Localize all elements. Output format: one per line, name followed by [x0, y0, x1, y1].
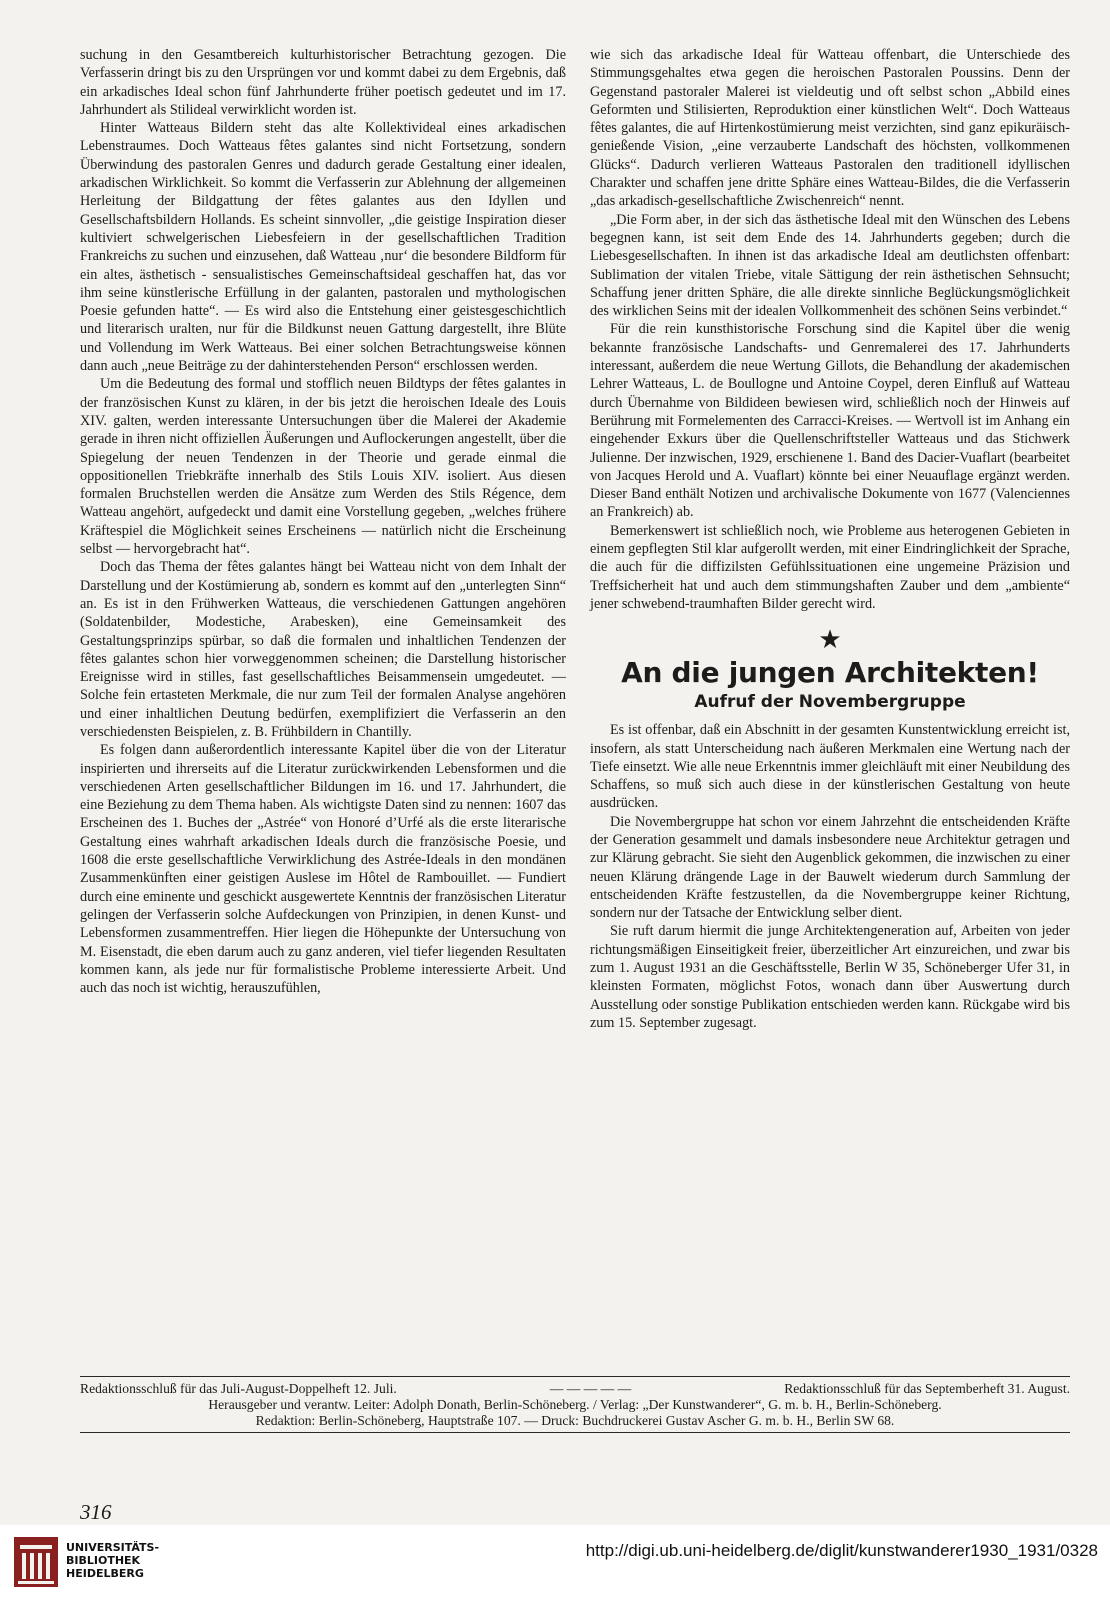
library-bar: [0, 1525, 1110, 1598]
library-line-2: BIBLIOTHEK: [66, 1554, 141, 1567]
deadline-line: [80, 1381, 1070, 1397]
right-column: [590, 46, 1070, 1032]
page-number: 316: [80, 1500, 112, 1524]
library-name: [66, 1541, 159, 1580]
left-paragraph-2: Hinter Watteaus Bildern steht das alte Kollektivideal eines arkadischen Lebenstraumes. Doch Watteaus fêtes galantes sind nicht Fortsetzung, sondern Überwindung des pastoralen Genres und dadurch gerade Gestaltung einer idealen, arkadischen Wirklichkeit. So kommt die Verfasserin zur Ablehnung der allgemeinen Herleitung der Bildgattung der fêtes galantes aus den Idyllen und Gesellschaftsbildern Hollands. Es scheint sinnvoller, „die geistige Inspiration dieser kultiviert schwelgerischen Liebesfeiern in der gesellschaftlichen Tradition Frankreichs zu suchen und einzusehen, daß Watteau ‚nur‘ die besondere Bildform für ein altes, ästhetisch - sensualistisches Gemeinschaftsideal geschaffen hat, das vor ihm seine künstlerische Erfüllung in der galanten, pastoralen und mythologischen Poesie gefunden hatte“. — Es wird also die Entstehung einer geistesgeschichtlich und literarisch uralten, nur für die Bildkunst neuen Gattung dargestellt, ihre Blüte und Vollendung im Werk Watteaus. Bei einer solchen Betrachtungsweise können dann auch „neue Beiträge zu der dahinterstehenden Person“ erschlossen werden.: [80, 120, 566, 375]
imprint-footer: [80, 1381, 1070, 1429]
article-paragraph-3: Sie ruft darum hiermit die junge Architektengeneration auf, Arbeiten von jeder richtungsmäßigen Einseitigkeit freier, überzeitlicher Art einzureichen, und zwar bis zum 1. August 1931 an die Geschäftsstelle, Berlin W 35, Schöneberger Ufer 31, in kleinsten Formaten, möglichst Fotos, wonach dann über Auswertung durch Ausstellung oder sonstige Publikation entschieden werden kann. Rückgabe wird bis zum 15. September zugesagt.: [590, 923, 1070, 1031]
publisher-line: Herausgeber und verantw. Leiter: Adolph Donath, Berlin-Schöneberg. / Verlag: „Der Kunstwanderer“, G. m. b. H., Berlin-Schöneberg.: [208, 1397, 942, 1412]
deadline-dashes: — — — — —: [549, 1381, 632, 1396]
right-paragraph-3: Für die rein kunsthistorische Forschung sind die Kapitel über die wenig bekannte französische Landschafts- und Genremalerei des 17. Jahrhunderts interessant, außerdem die neue Wertung Gillots, die Behandlung der akademischen Lehrer Watteaus, L. de Boullogne und Antoine Coypel, deren Einfluß auf Watteau durch Übernahme von Bildideen bewiesen wird, schließlich noch der Hinweis auf Berührung mit Formelementen des Carracci-Kreises. — Wertvoll ist im Anhang ein eingehender Exkurs über die Quellenschriftsteller Watteaus und das Stichwerk Julienne. Der inzwischen, 1929, erschienene 1. Band des Dacier-Vuaflart (bearbeitet von Jacques Herold und A. Vuaflart) könnte bei einer Neuauflage ergänzt werden. Dieser Band enthält Notizen und archivalische Dokumente von 1677 (Valenciennes an Frankreich) ab.: [590, 321, 1070, 521]
left-paragraph-4: Doch das Thema der fêtes galantes hängt bei Watteau nicht von dem Inhalt der Darstellung und der Kostümierung ab, sondern es kommt auf den „unterlegten Sinn“ an. Es ist in den Frühwerken Watteaus, die verschiedenen Gattungen angehören (Soldatenbilder, Modestiche, Arabesken), eine Gemeinsamkeit des Gestaltungsprinzips spürbar, so daß die formalen und inhaltlichen Tendenzen der fêtes galantes schon hier vorweggenommen scheinen; die Darstellung historischer Ereignisse wird in stilles, fast gesellschaftliches Beisammensein umgedeutet. — Solche fein ertasteten Merkmale, die nur zum Teil der formalen Analyse angehören und einer inhaltlichen Deutung bedürfen, exemplifiziert die Verfasserin an den verschiedensten Beispielen, z. B. Frühbildern in Chantilly.: [80, 559, 566, 740]
university-library-logo-icon: [12, 1535, 60, 1589]
article-paragraph-2: Die Novembergruppe hat schon vor einem Jahrzehnt die entscheidenden Kräfte der Generation gesammelt und damals insbesondere neue Architektur getragen und zur Klärung gebracht. Sie sieht den Augenblick gekommen, die inzwischen zu einer neuen Klärung drängende Lage in der Bauwelt wiederum durch Sammlung der entscheidenden Kräfte festzustellen, da die Novembergruppe keiner Richtung, sondern nur der Tatsache der Entwicklung selber dient.: [590, 813, 1070, 922]
article-title: An die jungen Architekten!: [621, 656, 1039, 690]
footer-top-rule: [80, 1376, 1070, 1377]
deadline-left: Redaktionsschluß für das Juli-August-Doppelheft 12. Juli.: [80, 1381, 397, 1396]
article-subtitle: Aufruf der Novembergruppe: [694, 692, 966, 713]
left-paragraph-1: suchung in den Gesamtbereich kulturhistorischer Betrachtung gezogen. Die Verfasserin dringt bis zu den Ursprüngen vor und kommt dabei zu dem Ergebnis, daß ein arkadisches Ideal schon fünf Jahrhunderte früher poetisch gedeutet und im 17. Jahrhundert als Stilideal verwirklicht worden ist.: [80, 47, 566, 118]
footer-bottom-rule: [80, 1432, 1070, 1433]
library-line-1: UNIVERSITÄTS-: [66, 1541, 160, 1554]
deadline-right: Redaktionsschluß für das Septemberheft 31. August.: [784, 1381, 1070, 1396]
right-paragraph-4: Bemerkenswert ist schließlich noch, wie Probleme aus heterogenen Gebieten in einem gepflegten Stil klar aufgerollt werden, mit einer Eindringlichkeit der Sprache, die auch für die diffizilsten Gefühlssituationen eine ungemeine Präzision und Treffsicherheit hat und auch dem stimmungshaften Zauber und dem „ambiente“ jener schwebend-traumhaften Bilder gerecht wird.: [590, 522, 1070, 612]
article-paragraph-1: Es ist offenbar, daß ein Abschnitt in der gesamten Kunstentwicklung erreicht ist, insofern, als statt Unterscheidung nach äußeren Merkmalen eine Wertung nach der Tiefe einsetzt. Wie alle neue Erkenntnis immer gleichläuft mit einer Neubildung des Schaffens, so muß sich auch diese in der künstlerischen Gestaltung von heute ausdrücken.: [590, 722, 1070, 812]
left-column: [80, 46, 566, 997]
left-paragraph-5: Es folgen dann außerordentlich interessante Kapitel über die von der Literatur inspirierten und ihrerseits auf die Literatur zurückwirkenden Lebensformen und die verschiedenen Arten gesellschaftlicher Bildungen im 16. und 17. Jahrhundert, die eine Beziehung zu dem Thema haben. Als wichtigste Daten sind zu nennen: 1607 das Erscheinen des 1. Buches der „Astrée“ von Honoré d’Urfé als die erste literarische Gestaltung eines wahrhaft arkadischen Ideals durch die französische Poesie, und 1608 die erste gesellschaftliche Verwirklichung des Astrée-Ideals in den mondänen Zusammenkünften einer geistigen Auslese im Hôtel de Rambouillet. — Fundiert durch eine eminente und geschickt ausgewertete Kenntnis der französischen Literatur gelingen der Verfasserin solche Aufdeckungen von Prinzipien, in denen Kunst- und Lebensformen zusammentreffen. Hier liegen die Höhepunkte der Untersuchung von M. Eisenstadt, die eben darum auch zu ganz anderen, viel tiefer liegenden Resultaten kommen kann, als jede nur für formalistische Probleme interessierte Arbeit. Und auch das noch ist wichtig, herauszufühlen,: [80, 742, 566, 997]
library-line-3: HEIDELBERG: [66, 1567, 144, 1580]
star-icon: ★: [818, 625, 842, 655]
editorial-line: Redaktion: Berlin-Schöneberg, Hauptstraße 107. — Druck: Buchdruckerei Gustav Ascher G. m. b. H., Berlin SW 68.: [255, 1413, 895, 1428]
right-paragraph-2: „Die Form aber, in der sich das ästhetische Ideal mit den Wünschen des Lebens begegnen kann, ist seit dem Ende des 14. Jahrhunderts gegeben; durch die Liebesgesellschaften. In ihnen ist das arkadische Ideal am deutlichsten offenbart: Sublimation der vitalen Triebe, vitale Sättigung der rein ästhetischen Sehnsucht; Schaffung jener dritten Sphäre, die alle direkte sinnliche Beglückungsmöglichkeit des wirklichen Seins mit der idealen Vollkommenheit des schönen Seins verbindet.“: [590, 211, 1070, 320]
right-paragraph-1: wie sich das arkadische Ideal für Watteau offenbart, die Unterschiede des Stimmungsgehaltes etwa gegen die heroischen Pastoralen Poussins. Denn der Gegenstand pastoraler Malerei ist vieldeutig und oft selbst schon „Abbild eines Geformten und Stilisierten, Reproduktion einer künstlichen Welt“. Doch Watteaus fêtes galantes, die auf Hirtenkostümierung meist verzichten, sind ganz epikuräisch-genießende Vision, „eine verzauberte Landschaft des höchsten, vollkommenen Glücks“. Dadurch verlieren Watteaus Pastoralen den traditionell idyllischen Charakter und schaffen jene dritte Sphäre eines Watteau-Bildes, die die Verfasserin „das arkadisch-gesellschaftliche Zwischenreich“ nennt.: [590, 47, 1070, 210]
left-paragraph-3: Um die Bedeutung des formal und stofflich neuen Bildtyps der fêtes galantes in der französischen Kunst zu klären, in der bis jetzt die heroischen Ideale des Louis XIV. galten, werden interessante Untersuchungen über die Malerei der Akademie gerade in ihren nicht offiziellen Äußerungen und Auflockerungen angestellt, über die Spiegelung der neuen Tendenzen in der Theorie und gerade einmal die oppositionellen Triebkräfte innerhalb des Stils Louis XIV. isoliert. Aus diesen formalen Bruchstellen werden die Ansätze zum Werden des Stils Régence, dem Watteau angehört, aufgedeckt und damit eine Vorstellung gegeben, „welches frühere Kräftespiel die Möglichkeit seines Erscheinens — natürlich nicht die Erscheinung selbst — hervorgebracht hat“.: [80, 376, 566, 558]
source-url-link[interactable]: http://digi.ub.uni-heidelberg.de/diglit/kunstwanderer1930_1931/0328: [585, 1541, 1098, 1560]
